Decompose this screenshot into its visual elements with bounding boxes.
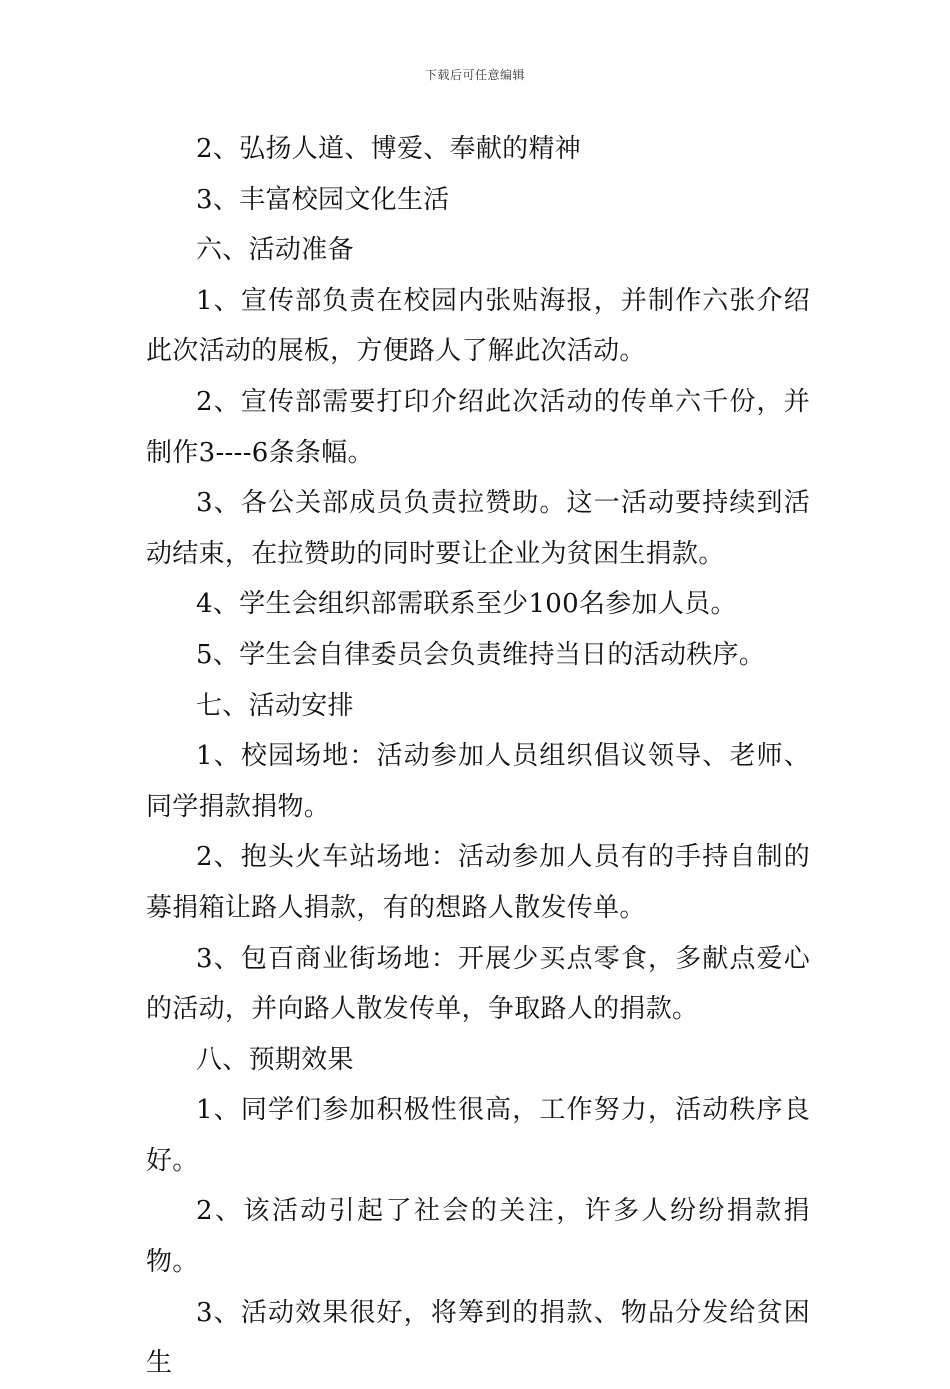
- paragraph: 5、学生会自律委员会负责维持当日的活动秩序。: [196, 639, 766, 670]
- page-header-note: 下载后可任意编辑: [424, 68, 525, 82]
- paragraph: 4、学生会组织部需联系至少100名参加人员。: [196, 589, 737, 620]
- paragraph: 3、活动效果很好，将筹到的捐款、物品分发给贫困生: [146, 1297, 810, 1379]
- section-heading: 六、活动准备: [196, 235, 354, 266]
- paragraph: 2、抱头火车站场地：活动参加人员有的手持自制的募捐箱让路人捐款，有的想路人散发传单。: [146, 842, 810, 923]
- paragraph: 3、各公关部成员负责拉赞助。这一活动要持续到活动结束，在拉赞助的同时要让企业为贫困生捐款。: [146, 488, 810, 569]
- paragraph: 1、校园场地：活动参加人员组织倡议领导、老师、同学捐款捐物。: [146, 741, 810, 822]
- paragraph: 2、该活动引起了社会的关注，许多人纷纷捐款捐物。: [146, 1196, 810, 1278]
- paragraph: 2、宣传部需要打印介绍此次活动的传单六千份，并制作3----6条条幅。: [146, 386, 810, 468]
- paragraph: 3、包百商业街场地：开展少买点零食，多献点爱心的活动，并向路人散发传单，争取路人的捐款。: [146, 943, 810, 1025]
- section-heading: 七、活动安排: [196, 690, 354, 721]
- paragraph: 1、同学们参加积极性很高，工作努力，活动秩序良好。: [146, 1095, 810, 1176]
- document-body: [146, 124, 810, 1389]
- paragraph: 2、弘扬人道、博爱、奉献的精神: [196, 134, 582, 164]
- paragraph: 3、丰富校园文化生活: [196, 184, 450, 215]
- paragraph: 1、宣传部负责在校园内张贴海报，并制作六张介绍此次活动的展板，方便路人了解此次活动。: [146, 285, 810, 367]
- section-heading: 八、预期效果: [196, 1044, 354, 1075]
